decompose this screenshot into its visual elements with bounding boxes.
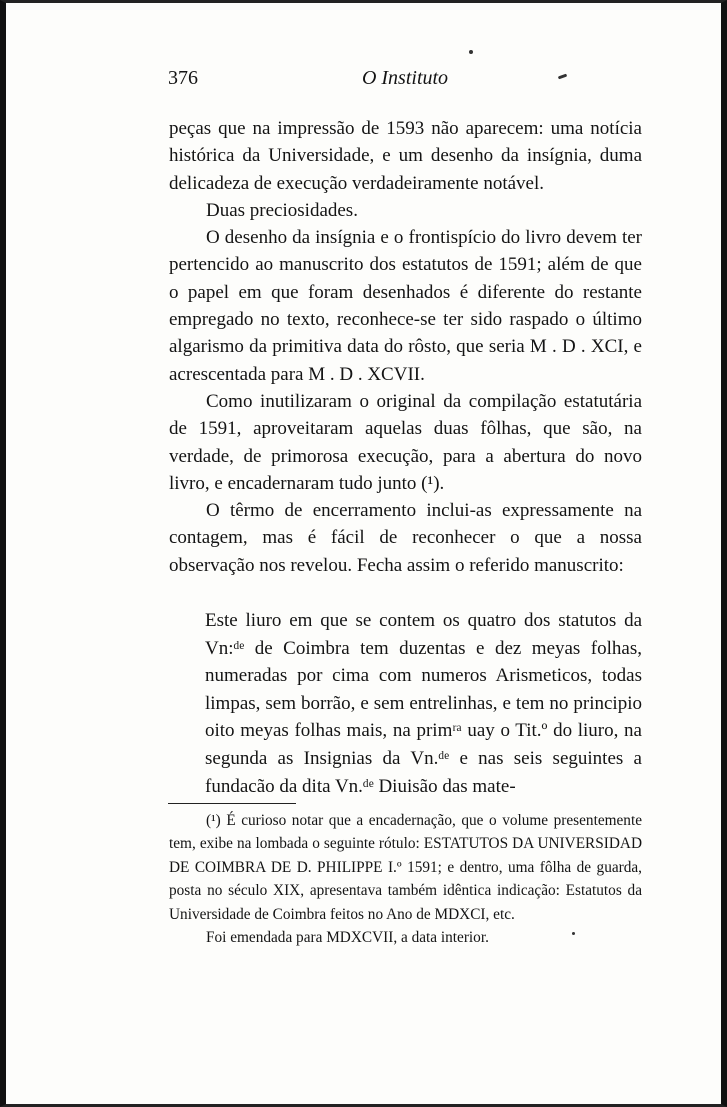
- paragraph-2: Duas preciosidades.: [206, 199, 358, 221]
- quoted-manuscript-text: Este liuro em que se contem os quatro dos statutos da Vn:ᵈᵉ de Coimbra tem duzentas e dez meyas folhas, numeradas por cima com numeros Arismeticos, todas limpas, sem borrão, e sem entrelinhas, e tem no principio oito meyas folhas mais, na primʳᵃ uay o Tit.º do liuro, na segunda as Insignias da Vn.ᵈᵉ e nas seis seguintes a fundacão da dita Vn.ᵈᵉ Diuisão das mate-: [205, 610, 642, 797]
- ink-speck-footnote: [572, 932, 575, 935]
- running-title: O Instituto: [361, 67, 449, 89]
- paragraph-3: O desenho da insígnia e o frontispício do livro devem ter pertencido ao manuscrito dos estatutos de 1591; além de que o papel em que foram desenhados é diferente do restante empregado no texto, reconhece-se ter sido raspado o último algarismo da primitiva data do rôsto, que seria M . D . XCI, e acrescentada para M . D . XCVII.: [169, 227, 642, 385]
- footnote-rule: [168, 803, 296, 804]
- footnotes: [169, 809, 642, 949]
- page-number: 376: [168, 67, 198, 89]
- body-text: [169, 115, 642, 579]
- footnote-1: (¹) É curioso notar que a encadernação, que o volume presentemente tem, exibe na lombada o seguinte rótulo: ESTATUTOS DA UNIVERSIDAD DE COIMBRA DE D. PHILIPPE I.º 1591; e dentro, uma fôlha de guarda, posta no século XIX, apresentava também idêntica indicação: Estatutos da Universidade de Coimbra feitos no Ano de MDXCI, etc.: [169, 812, 642, 923]
- footnote-2: Foi emendada para MDXCVII, a data interior.: [206, 929, 489, 947]
- paragraph-5: O têrmo de encerramento inclui-as expressamente na contagem, mas é fácil de reconhecer o que a nossa observação nos revelou. Fecha assim o referido manuscrito:: [169, 500, 642, 576]
- ink-speck-top: [469, 50, 473, 54]
- paragraph-4: Como inutilizaram o original da compilação estatutária de 1591, aproveitaram aquelas duas fôlhas, que são, na verdade, de primorosa execução, para a abertura do novo livro, e encadernaram tudo junto (¹).: [169, 390, 642, 494]
- paragraph-1: peças que na impressão de 1593 não aparecem: uma notícia histórica da Universidade, e um desenho da insígnia, duma delicadeza de execução verdadeiramente notável.: [169, 118, 642, 194]
- page-header: [168, 67, 642, 93]
